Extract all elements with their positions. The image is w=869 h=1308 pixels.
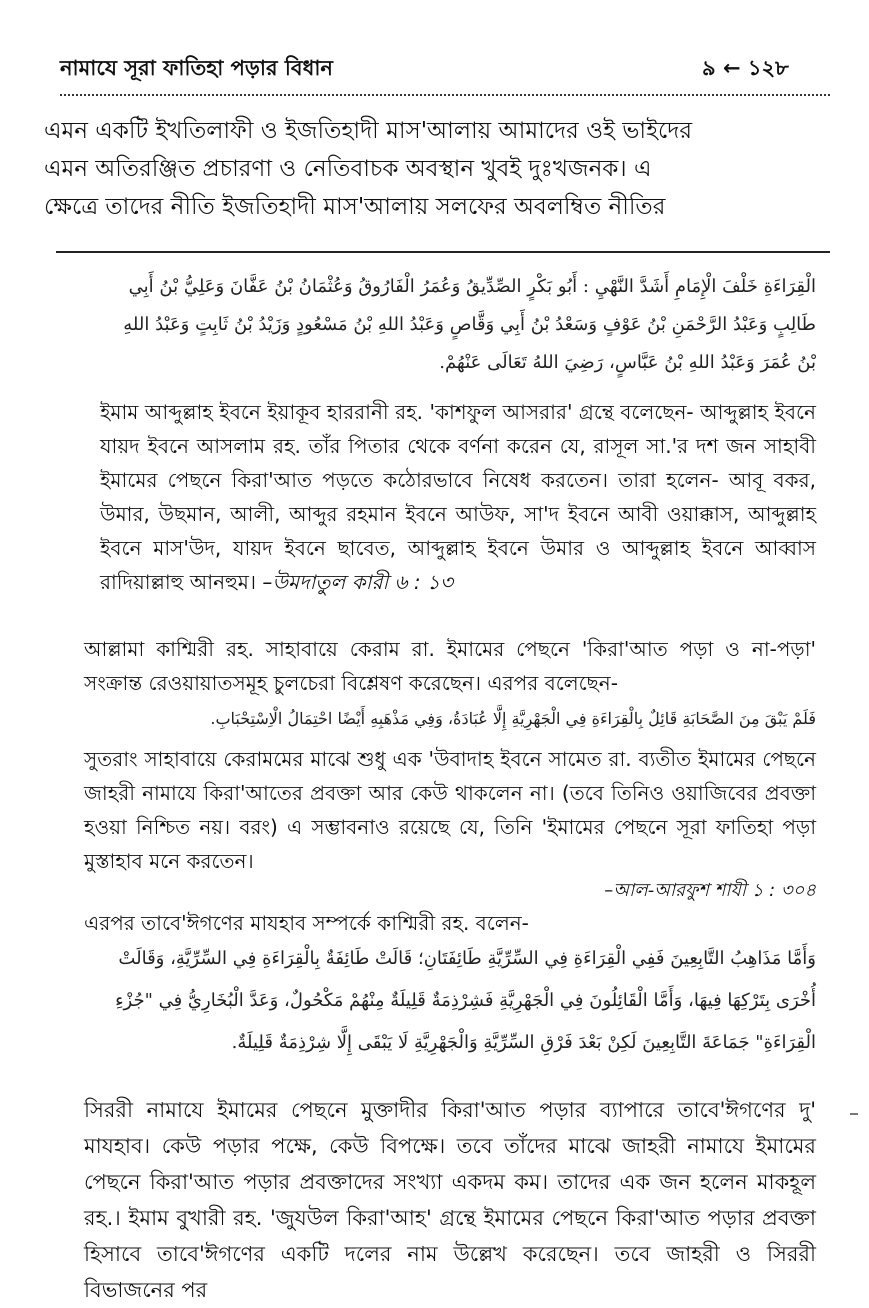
- page-number: ৯ ← ১২৮: [702, 56, 789, 80]
- page-margin-mark: [850, 1113, 858, 1115]
- arabic-quote-tabieen: وَأَمَّا مَذَاهِبُ التَّابِعِينَ فَفِي الْقِرَاءَةِ فِي السِّرِّيَّةِ طَائِفَتَانِ؛ قَالَتْ طَائِفَةٌ بِالْقِرَاءَةِ فِي السِّرِّيَّةِ، وَقَالَتْ أُخْرَى بِتَرْكِهَا فِيهَا، وَأَمَّا الْقَائِلُونَ فِي الْجَهْرِيَّةِ فَشِرْذِمَةٌ قَلِيلَةٌ مِنْهُمْ مَكْحُولٌ، وَعَدَّ الْبُخَارِيُّ فِي "جُزْءِ الْقِرَاءَةِ" جَمَاعَةَ التَّابِعِينَ لَكِنْ بَعْدَ فَرْقِ السِّرِّيَّةِ وَالْجَهْرِيَّةِ لَا يَبْقَى إِلَّا شِرْذِمَةٌ قَلِيلَةٌ.: [115, 948, 816, 1053]
- paragraph-kashmiri: আল্লামা কাশ্মিরী রহ. সাহাবায়ে কেরাম রা. ইমামের পেছনে 'কিরা'আত পড়া ও না-পড়া' সংক্রান্ত রেওয়ায়াতসমূহ চুলচেরা বিশ্লেষণ করেছেন। এরপর বলেছেন-: [84, 637, 816, 695]
- paragraph-sirri-jahri: সিররী নামাযে ইমামের পেছনে মুক্তাদীর কিরা'আত পড়ার ব্যাপারে তাবে'ঈগণের দু' মাযহাব। কেউ পড়ার পক্ষে, কেউ বিপক্ষে। তবে তাঁদের মাঝে জাহরী নামাযে ইমামের পেছনে কিরা'আত পড়ার প্রবক্তাদের সংখ্যা একদম কম। তাদের এক জন হলেন মাকহূল রহ.। ইমাম বুখারী রহ. 'জুযউল কিরা'আহ' গ্রন্থে ইমামের পেছনে কিরা'আত পড়ার প্রবক্তা হিসাবে তাবে'ঈগণের একটি দলের নাম উল্লেখ করেছেন। তবে জাহরী ও সিররী বিভাজনের পর: [84, 1098, 816, 1302]
- arabic-quote-companions: الْقِرَاءَةِ خَلْفَ الْإِمَامِ أَشَدَّ النَّهْيِ : أَبُو بَكْرٍ الصِّدِّيقُ وَعُمَرُ الْفَارُوقُ وَعُثْمَانُ بْنُ عَفَّانَ وَعَلِيُّ بْنُ أَبِي طَالِبٍ وَعَبْدُ الرَّحْمَنِ بْنُ عَوْفٍ وَسَعْدُ بْنُ أَبِي وَقَّاصٍ وَعَبْدُ اللهِ بْنُ مَسْعُودٍ وَزَيْدُ بْنُ ثَابِتٍ وَعَبْدُ اللهِ بْنُ عُمَرَ وَعَبْدُ اللهِ بْنُ عَبَّاسٍ، رَضِيَ اللهُ تَعَالَى عَنْهُمْ.: [123, 276, 816, 373]
- paragraph-tabieen-intro: এরপর তাবে'ঈগণের মাযহাব সম্পর্কে কাশ্মিরী রহ. বলেন-: [84, 911, 529, 935]
- paragraph-ubadah: সুতরাং সাহাবায়ে কেরামমের মাঝে শুধু এক 'উবাদাহ ইবনে সামেত রা. ব্যতীত ইমামের পেছনে জাহরী নামাযে কিরা'আতের প্রবক্তা আর কেউ থাকলেন না। (তবে তিনিও ওয়াজিবের প্রবক্তা হওয়া নিশ্চিত নয়। বরং) এ সম্ভাবনাও রয়েছে যে, তিনি 'ইমামের পেছনে সূরা ফাতিহা পড়া মুস্তাহাব মনে করতেন।: [84, 747, 816, 873]
- running-header-title: নামাযে সূরা ফাতিহা পড়ার বিধান: [60, 56, 333, 80]
- intro-line: এমন একটি ইখতিলাফী ও ইজতিহাদী মাস'আলায় আমাদের ওই ভাইদের: [44, 118, 693, 144]
- citation-umdatul-qari: –উমদাতুল কারী ৬ : ১৩: [262, 570, 453, 594]
- paragraph-harrani: [100, 395, 816, 599]
- intro-line: এমন অতিরঞ্জিত প্রচারণা ও নেতিবাচক অবস্থান খুবই দুঃখজনক। এ: [44, 156, 652, 182]
- arabic-quote-kashmiri: فَلَمْ يَبْقَ مِنَ الصَّحَابَةِ قَائِلٌ بِالْقِرَاءَةِ فِي الْجَهْرِيَّةِ إِلَّا عُبَادَةُ، وَفِي مَذْهَبِهِ أَيْضًا احْتِمَالُ الْاِسْتِحْبَابِ.: [210, 709, 816, 728]
- intro-paragraph: [44, 112, 834, 226]
- intro-line: ক্ষেত্রে তাদের নীতি ইজতিহাদী মাস'আলায় সলফের অবলম্বিত নীতির: [44, 194, 666, 220]
- citation-al-arfush-shazi: –আল-আরফুশ শাযী ১ : ৩০৪: [604, 880, 816, 901]
- paragraph-text: ইমাম আব্দুল্লাহ ইবনে ইয়াকূব হাররানী রহ. 'কাশফুল আসরার' গ্রন্থে বলেছেন- আব্দুল্লাহ ইবনে যায়দ ইবনে আসলাম রহ. তাঁর পিতার থেকে বর্ণনা করেন যে, রাসূল সা.'র দশ জন সাহাবী ইমামের পেছনে কিরা'আত পড়তে কঠোরভাবে নিষেধ করতেন। তারা হলেন- আবূ বকর, উমার, উছমান, আলী, আব্দুর রহমান ইবনে আউফ, সা'দ ইবনে আবী ওয়াক্কাস, আব্দুল্লাহ ইবনে মাস'উদ, যায়দ ইবনে ছাবেত, আব্দুল্লাহ ইবনে উমার ও আব্দুল্লাহ ইবনে আব্বাস রাদিয়াল্লাহু আনহুম।: [100, 400, 816, 594]
- header-dotted-divider: [60, 94, 830, 96]
- footnote-separator: [56, 251, 830, 253]
